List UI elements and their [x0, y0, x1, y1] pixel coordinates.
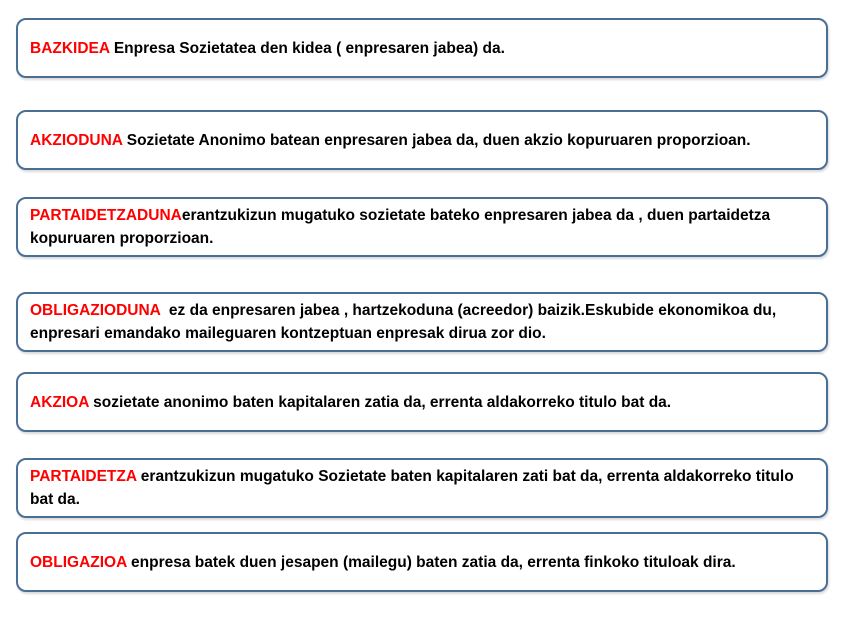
- definition-description: sozietate anonimo baten kapitalaren zatia da, errenta aldakorreko titulo bat da.: [88, 393, 672, 411]
- definition-box-obligazioduna: [16, 292, 828, 352]
- definition-text: [30, 37, 505, 60]
- definition-text: [30, 465, 814, 511]
- definition-description: erantzukizun mugatuko sozietate bateko enpresaren jabea da , duen partaidetza kopuruaren proporzioan.: [30, 207, 771, 247]
- definition-term: AKZIOA: [30, 393, 89, 411]
- definition-box-partaidetzaduna: [16, 197, 828, 257]
- definition-box-partaidetza: [16, 458, 828, 518]
- definition-term: OBLIGAZIODUNA: [30, 302, 161, 319]
- definition-term: OBLIGAZIOA: [30, 553, 127, 571]
- definition-description: erantzukizun mugatuko Sozietate baten kapitalaren zati bat da, errenta aldakorreko titulo bat da.: [30, 468, 794, 508]
- definition-text: [30, 551, 736, 574]
- definition-term: AKZIODUNA: [30, 131, 123, 149]
- definition-text: [30, 129, 751, 152]
- definition-text: [30, 204, 814, 250]
- definition-box-bazkidea: [16, 18, 828, 78]
- definition-text: [30, 391, 671, 414]
- definition-box-akzioduna: [16, 110, 828, 170]
- definition-description: enpresa batek duen jesapen (mailegu) baten zatia da, errenta finkoko tituloak dira.: [126, 553, 736, 571]
- definition-term: PARTAIDETZA: [30, 468, 137, 485]
- definition-text: [30, 299, 814, 345]
- definition-description: ez da enpresaren jabea , hartzekoduna (acreedor) baizik.Eskubide ekonomikoa du, enpresari emandako maileguaren kontzeptuan enpresak dirua zor dio.: [30, 302, 781, 342]
- definition-box-obligazioa: [16, 532, 828, 592]
- definition-description: Sozietate Anonimo batean enpresaren jabea da, duen akzio kopuruaren proporzioan.: [122, 131, 751, 149]
- definition-term: PARTAIDETZADUNA: [30, 207, 182, 224]
- definition-box-akzioa: [16, 372, 828, 432]
- definition-description: Enpresa Sozietatea den kidea ( enpresaren jabea) da.: [109, 39, 505, 57]
- definition-term: BAZKIDEA: [30, 39, 110, 57]
